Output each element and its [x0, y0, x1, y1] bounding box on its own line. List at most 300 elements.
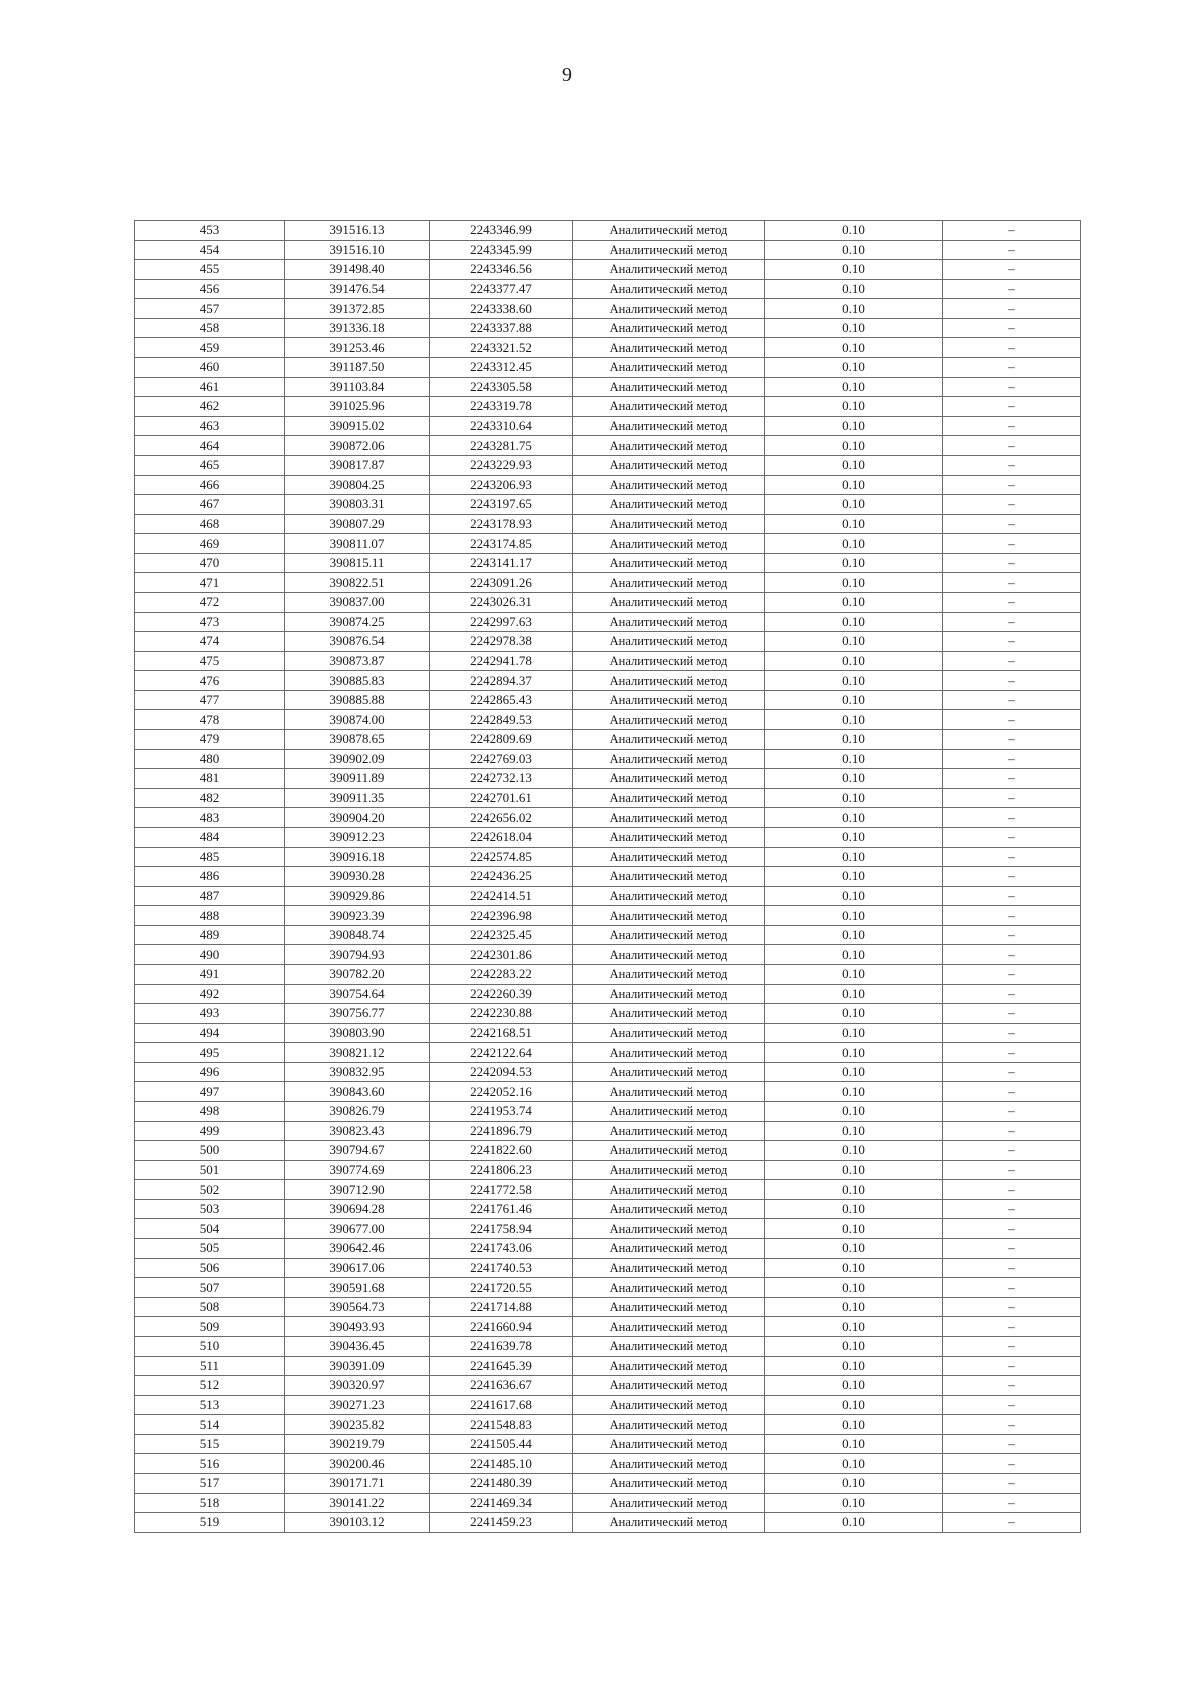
description-cell: – — [943, 416, 1081, 436]
coord-x-cell: 391516.10 — [285, 240, 430, 260]
error-value-cell: 0.10 — [765, 1297, 943, 1317]
method-cell: Аналитический метод — [573, 808, 765, 828]
point-number-cell: 509 — [135, 1317, 285, 1337]
table-row — [135, 1160, 1081, 1180]
table-row — [135, 906, 1081, 926]
point-number-cell: 472 — [135, 592, 285, 612]
coord-y-cell: 2242769.03 — [430, 749, 573, 769]
description-cell: – — [943, 1493, 1081, 1513]
point-number-cell: 457 — [135, 299, 285, 319]
point-number-cell: 518 — [135, 1493, 285, 1513]
point-number-cell: 468 — [135, 514, 285, 534]
error-value-cell: 0.10 — [765, 847, 943, 867]
coord-x-cell: 390912.23 — [285, 827, 430, 847]
coord-x-cell: 390904.20 — [285, 808, 430, 828]
error-value-cell: 0.10 — [765, 416, 943, 436]
method-cell: Аналитический метод — [573, 1258, 765, 1278]
method-cell: Аналитический метод — [573, 632, 765, 652]
method-cell: Аналитический метод — [573, 690, 765, 710]
point-number-cell: 481 — [135, 769, 285, 789]
coord-x-cell: 391103.84 — [285, 377, 430, 397]
coord-y-cell: 2242283.22 — [430, 964, 573, 984]
point-number-cell: 494 — [135, 1023, 285, 1043]
coord-x-cell: 390235.82 — [285, 1415, 430, 1435]
error-value-cell: 0.10 — [765, 1454, 943, 1474]
description-cell: – — [943, 221, 1081, 241]
table-row — [135, 1062, 1081, 1082]
table-row — [135, 299, 1081, 319]
coord-y-cell: 2242865.43 — [430, 690, 573, 710]
method-cell: Аналитический метод — [573, 475, 765, 495]
coord-x-cell: 390271.23 — [285, 1395, 430, 1415]
coord-x-cell: 390712.90 — [285, 1180, 430, 1200]
method-cell: Аналитический метод — [573, 1356, 765, 1376]
point-number-cell: 455 — [135, 260, 285, 280]
method-cell: Аналитический метод — [573, 1082, 765, 1102]
table-row — [135, 1239, 1081, 1259]
table-row — [135, 690, 1081, 710]
description-cell: – — [943, 671, 1081, 691]
description-cell: – — [943, 964, 1081, 984]
error-value-cell: 0.10 — [765, 749, 943, 769]
method-cell: Аналитический метод — [573, 514, 765, 534]
error-value-cell: 0.10 — [765, 514, 943, 534]
error-value-cell: 0.10 — [765, 925, 943, 945]
point-number-cell: 496 — [135, 1062, 285, 1082]
point-number-cell: 483 — [135, 808, 285, 828]
coord-x-cell: 391516.13 — [285, 221, 430, 241]
coord-x-cell: 390822.51 — [285, 573, 430, 593]
error-value-cell: 0.10 — [765, 1415, 943, 1435]
point-number-cell: 476 — [135, 671, 285, 691]
coordinates-table-body — [135, 221, 1081, 1533]
table-row — [135, 1121, 1081, 1141]
error-value-cell: 0.10 — [765, 651, 943, 671]
coord-x-cell: 390803.90 — [285, 1023, 430, 1043]
point-number-cell: 486 — [135, 867, 285, 887]
table-row — [135, 827, 1081, 847]
method-cell: Аналитический метод — [573, 592, 765, 612]
point-number-cell: 460 — [135, 358, 285, 378]
method-cell: Аналитический метод — [573, 1004, 765, 1024]
error-value-cell: 0.10 — [765, 1317, 943, 1337]
table-row — [135, 279, 1081, 299]
description-cell: – — [943, 495, 1081, 515]
table-row — [135, 867, 1081, 887]
coord-x-cell: 391187.50 — [285, 358, 430, 378]
point-number-cell: 453 — [135, 221, 285, 241]
coord-x-cell: 391025.96 — [285, 397, 430, 417]
description-cell: – — [943, 279, 1081, 299]
error-value-cell: 0.10 — [765, 1141, 943, 1161]
method-cell: Аналитический метод — [573, 1336, 765, 1356]
coord-y-cell: 2243337.88 — [430, 318, 573, 338]
point-number-cell: 500 — [135, 1141, 285, 1161]
coord-x-cell: 390141.22 — [285, 1493, 430, 1513]
table-row — [135, 416, 1081, 436]
error-value-cell: 0.10 — [765, 632, 943, 652]
table-row — [135, 436, 1081, 456]
point-number-cell: 510 — [135, 1336, 285, 1356]
coord-y-cell: 2243346.99 — [430, 221, 573, 241]
description-cell: – — [943, 514, 1081, 534]
coord-x-cell: 390911.89 — [285, 769, 430, 789]
error-value-cell: 0.10 — [765, 690, 943, 710]
table-row — [135, 671, 1081, 691]
method-cell: Аналитический метод — [573, 573, 765, 593]
point-number-cell: 498 — [135, 1102, 285, 1122]
coord-y-cell: 2241761.46 — [430, 1199, 573, 1219]
point-number-cell: 463 — [135, 416, 285, 436]
description-cell: – — [943, 1199, 1081, 1219]
coord-x-cell: 390200.46 — [285, 1454, 430, 1474]
error-value-cell: 0.10 — [765, 808, 943, 828]
coord-y-cell: 2242168.51 — [430, 1023, 573, 1043]
coord-y-cell: 2242094.53 — [430, 1062, 573, 1082]
description-cell: – — [943, 1474, 1081, 1494]
coord-y-cell: 2243305.58 — [430, 377, 573, 397]
table-row — [135, 710, 1081, 730]
method-cell: Аналитический метод — [573, 867, 765, 887]
table-row — [135, 240, 1081, 260]
description-cell: – — [943, 867, 1081, 887]
table-row — [135, 318, 1081, 338]
description-cell: – — [943, 651, 1081, 671]
coord-x-cell: 390878.65 — [285, 730, 430, 750]
description-cell: – — [943, 1062, 1081, 1082]
description-cell: – — [943, 1317, 1081, 1337]
table-row — [135, 964, 1081, 984]
coord-x-cell: 390930.28 — [285, 867, 430, 887]
coord-y-cell: 2242436.25 — [430, 867, 573, 887]
coord-y-cell: 2241743.06 — [430, 1239, 573, 1259]
point-number-cell: 516 — [135, 1454, 285, 1474]
error-value-cell: 0.10 — [765, 1239, 943, 1259]
coord-y-cell: 2243321.52 — [430, 338, 573, 358]
method-cell: Аналитический метод — [573, 612, 765, 632]
method-cell: Аналитический метод — [573, 416, 765, 436]
coord-x-cell: 391476.54 — [285, 279, 430, 299]
error-value-cell: 0.10 — [765, 886, 943, 906]
point-number-cell: 482 — [135, 788, 285, 808]
coord-y-cell: 2242941.78 — [430, 651, 573, 671]
point-number-cell: 475 — [135, 651, 285, 671]
table-row — [135, 1219, 1081, 1239]
coord-y-cell: 2241720.55 — [430, 1278, 573, 1298]
table-row — [135, 651, 1081, 671]
table-row — [135, 847, 1081, 867]
description-cell: – — [943, 730, 1081, 750]
coord-x-cell: 390826.79 — [285, 1102, 430, 1122]
table-row — [135, 1474, 1081, 1494]
coord-y-cell: 2242574.85 — [430, 847, 573, 867]
coord-x-cell: 390803.31 — [285, 495, 430, 515]
coord-x-cell: 390815.11 — [285, 553, 430, 573]
method-cell: Аналитический метод — [573, 886, 765, 906]
method-cell: Аналитический метод — [573, 1043, 765, 1063]
description-cell: – — [943, 906, 1081, 926]
description-cell: – — [943, 1160, 1081, 1180]
point-number-cell: 513 — [135, 1395, 285, 1415]
error-value-cell: 0.10 — [765, 260, 943, 280]
coord-y-cell: 2241480.39 — [430, 1474, 573, 1494]
description-cell: – — [943, 984, 1081, 1004]
coord-y-cell: 2241806.23 — [430, 1160, 573, 1180]
description-cell: – — [943, 1141, 1081, 1161]
point-number-cell: 502 — [135, 1180, 285, 1200]
coord-y-cell: 2242978.38 — [430, 632, 573, 652]
table-row — [135, 945, 1081, 965]
table-row — [135, 1297, 1081, 1317]
error-value-cell: 0.10 — [765, 827, 943, 847]
coord-y-cell: 2241660.94 — [430, 1317, 573, 1337]
error-value-cell: 0.10 — [765, 221, 943, 241]
method-cell: Аналитический метод — [573, 279, 765, 299]
method-cell: Аналитический метод — [573, 1454, 765, 1474]
coord-x-cell: 390804.25 — [285, 475, 430, 495]
description-cell: – — [943, 1356, 1081, 1376]
table-row — [135, 769, 1081, 789]
table-row — [135, 573, 1081, 593]
coord-y-cell: 2241636.67 — [430, 1376, 573, 1396]
point-number-cell: 488 — [135, 906, 285, 926]
coord-y-cell: 2243345.99 — [430, 240, 573, 260]
coord-y-cell: 2242849.53 — [430, 710, 573, 730]
coord-y-cell: 2243197.65 — [430, 495, 573, 515]
error-value-cell: 0.10 — [765, 1336, 943, 1356]
point-number-cell: 499 — [135, 1121, 285, 1141]
table-row — [135, 1356, 1081, 1376]
description-cell: – — [943, 827, 1081, 847]
method-cell: Аналитический метод — [573, 436, 765, 456]
description-cell: – — [943, 397, 1081, 417]
error-value-cell: 0.10 — [765, 1258, 943, 1278]
point-number-cell: 478 — [135, 710, 285, 730]
method-cell: Аналитический метод — [573, 769, 765, 789]
method-cell: Аналитический метод — [573, 1141, 765, 1161]
coord-y-cell: 2241772.58 — [430, 1180, 573, 1200]
point-number-cell: 504 — [135, 1219, 285, 1239]
method-cell: Аналитический метод — [573, 377, 765, 397]
table-row — [135, 1376, 1081, 1396]
coord-y-cell: 2241469.34 — [430, 1493, 573, 1513]
error-value-cell: 0.10 — [765, 338, 943, 358]
error-value-cell: 0.10 — [765, 1121, 943, 1141]
coord-y-cell: 2242732.13 — [430, 769, 573, 789]
coord-x-cell: 390756.77 — [285, 1004, 430, 1024]
coord-y-cell: 2243174.85 — [430, 534, 573, 554]
point-number-cell: 469 — [135, 534, 285, 554]
method-cell: Аналитический метод — [573, 221, 765, 241]
description-cell: – — [943, 945, 1081, 965]
method-cell: Аналитический метод — [573, 1493, 765, 1513]
point-number-cell: 459 — [135, 338, 285, 358]
table-row — [135, 1102, 1081, 1122]
coord-x-cell: 390436.45 — [285, 1336, 430, 1356]
coord-y-cell: 2241822.60 — [430, 1141, 573, 1161]
method-cell: Аналитический метод — [573, 1160, 765, 1180]
point-number-cell: 479 — [135, 730, 285, 750]
error-value-cell: 0.10 — [765, 671, 943, 691]
description-cell: – — [943, 1180, 1081, 1200]
error-value-cell: 0.10 — [765, 1160, 943, 1180]
error-value-cell: 0.10 — [765, 318, 943, 338]
coord-x-cell: 391498.40 — [285, 260, 430, 280]
method-cell: Аналитический метод — [573, 671, 765, 691]
table-row — [135, 553, 1081, 573]
coord-x-cell: 390823.43 — [285, 1121, 430, 1141]
coord-x-cell: 390171.71 — [285, 1474, 430, 1494]
coord-y-cell: 2242301.86 — [430, 945, 573, 965]
method-cell: Аналитический метод — [573, 1062, 765, 1082]
error-value-cell: 0.10 — [765, 730, 943, 750]
coord-x-cell: 391253.46 — [285, 338, 430, 358]
point-number-cell: 477 — [135, 690, 285, 710]
method-cell: Аналитический метод — [573, 1513, 765, 1533]
coord-x-cell: 390874.00 — [285, 710, 430, 730]
coord-y-cell: 2242618.04 — [430, 827, 573, 847]
coord-y-cell: 2241485.10 — [430, 1454, 573, 1474]
point-number-cell: 495 — [135, 1043, 285, 1063]
method-cell: Аналитический метод — [573, 788, 765, 808]
method-cell: Аналитический метод — [573, 1278, 765, 1298]
coord-y-cell: 2243141.17 — [430, 553, 573, 573]
point-number-cell: 467 — [135, 495, 285, 515]
method-cell: Аналитический метод — [573, 358, 765, 378]
table-row — [135, 1043, 1081, 1063]
description-cell: – — [943, 769, 1081, 789]
point-number-cell: 461 — [135, 377, 285, 397]
coord-x-cell: 390872.06 — [285, 436, 430, 456]
coord-x-cell: 390915.02 — [285, 416, 430, 436]
point-number-cell: 473 — [135, 612, 285, 632]
method-cell: Аналитический метод — [573, 984, 765, 1004]
coord-y-cell: 2241896.79 — [430, 1121, 573, 1141]
description-cell: – — [943, 788, 1081, 808]
point-number-cell: 490 — [135, 945, 285, 965]
point-number-cell: 487 — [135, 886, 285, 906]
method-cell: Аналитический метод — [573, 1297, 765, 1317]
coord-y-cell: 2242122.64 — [430, 1043, 573, 1063]
description-cell: – — [943, 1219, 1081, 1239]
coord-y-cell: 2243338.60 — [430, 299, 573, 319]
coord-x-cell: 390642.46 — [285, 1239, 430, 1259]
point-number-cell: 466 — [135, 475, 285, 495]
description-cell: – — [943, 455, 1081, 475]
table-row — [135, 808, 1081, 828]
coord-x-cell: 390837.00 — [285, 592, 430, 612]
coord-y-cell: 2242325.45 — [430, 925, 573, 945]
point-number-cell: 465 — [135, 455, 285, 475]
coord-y-cell: 2243312.45 — [430, 358, 573, 378]
point-number-cell: 503 — [135, 1199, 285, 1219]
error-value-cell: 0.10 — [765, 1199, 943, 1219]
coord-y-cell: 2243346.56 — [430, 260, 573, 280]
method-cell: Аналитический метод — [573, 651, 765, 671]
point-number-cell: 501 — [135, 1160, 285, 1180]
table-row — [135, 377, 1081, 397]
point-number-cell: 470 — [135, 553, 285, 573]
description-cell: – — [943, 534, 1081, 554]
table-row — [135, 984, 1081, 1004]
method-cell: Аналитический метод — [573, 1239, 765, 1259]
coord-x-cell: 390923.39 — [285, 906, 430, 926]
table-row — [135, 1434, 1081, 1454]
coord-y-cell: 2241953.74 — [430, 1102, 573, 1122]
coord-y-cell: 2243319.78 — [430, 397, 573, 417]
coord-x-cell: 390874.25 — [285, 612, 430, 632]
coord-y-cell: 2243026.31 — [430, 592, 573, 612]
coord-x-cell: 390782.20 — [285, 964, 430, 984]
coord-x-cell: 391372.85 — [285, 299, 430, 319]
coord-x-cell: 390794.93 — [285, 945, 430, 965]
coord-x-cell: 390754.64 — [285, 984, 430, 1004]
coord-x-cell: 390873.87 — [285, 651, 430, 671]
error-value-cell: 0.10 — [765, 1513, 943, 1533]
description-cell: – — [943, 749, 1081, 769]
table-row — [135, 886, 1081, 906]
error-value-cell: 0.10 — [765, 945, 943, 965]
point-number-cell: 514 — [135, 1415, 285, 1435]
table-row — [135, 612, 1081, 632]
coord-y-cell: 2242997.63 — [430, 612, 573, 632]
method-cell: Аналитический метод — [573, 495, 765, 515]
description-cell: – — [943, 690, 1081, 710]
coord-y-cell: 2241617.68 — [430, 1395, 573, 1415]
coord-y-cell: 2242894.37 — [430, 671, 573, 691]
coord-x-cell: 390876.54 — [285, 632, 430, 652]
description-cell: – — [943, 1082, 1081, 1102]
error-value-cell: 0.10 — [765, 769, 943, 789]
method-cell: Аналитический метод — [573, 1415, 765, 1435]
point-number-cell: 497 — [135, 1082, 285, 1102]
description-cell: – — [943, 1121, 1081, 1141]
coord-x-cell: 390774.69 — [285, 1160, 430, 1180]
description-cell: – — [943, 1454, 1081, 1474]
description-cell: – — [943, 710, 1081, 730]
table-row — [135, 397, 1081, 417]
coord-x-cell: 390320.97 — [285, 1376, 430, 1396]
method-cell: Аналитический метод — [573, 1023, 765, 1043]
point-number-cell: 512 — [135, 1376, 285, 1396]
coord-y-cell: 2242396.98 — [430, 906, 573, 926]
table-row — [135, 221, 1081, 241]
table-row — [135, 1317, 1081, 1337]
method-cell: Аналитический метод — [573, 1199, 765, 1219]
method-cell: Аналитический метод — [573, 945, 765, 965]
table-row — [135, 1258, 1081, 1278]
point-number-cell: 454 — [135, 240, 285, 260]
point-number-cell: 506 — [135, 1258, 285, 1278]
method-cell: Аналитический метод — [573, 827, 765, 847]
point-number-cell: 485 — [135, 847, 285, 867]
point-number-cell: 511 — [135, 1356, 285, 1376]
coord-x-cell: 390848.74 — [285, 925, 430, 945]
point-number-cell: 458 — [135, 318, 285, 338]
coord-x-cell: 390591.68 — [285, 1278, 430, 1298]
point-number-cell: 464 — [135, 436, 285, 456]
error-value-cell: 0.10 — [765, 397, 943, 417]
point-number-cell: 480 — [135, 749, 285, 769]
point-number-cell: 517 — [135, 1474, 285, 1494]
coord-x-cell: 390817.87 — [285, 455, 430, 475]
coord-y-cell: 2241714.88 — [430, 1297, 573, 1317]
error-value-cell: 0.10 — [765, 299, 943, 319]
coord-x-cell: 390219.79 — [285, 1434, 430, 1454]
error-value-cell: 0.10 — [765, 1434, 943, 1454]
description-cell: – — [943, 1434, 1081, 1454]
method-cell: Аналитический метод — [573, 240, 765, 260]
